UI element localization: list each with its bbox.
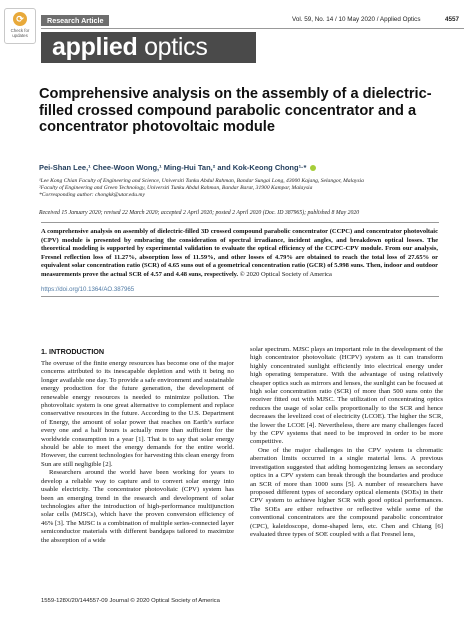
section-heading: 1. INTRODUCTION [41, 347, 105, 356]
author-list [39, 163, 459, 172]
page-number: 4557 [445, 16, 460, 23]
paragraph: solar spectrum. MJSC plays an important role in the development of the high concentrator photovoltaic (HCPV) system as it can transform highly concentrated sunlight efficiently into electrical energy under high operating temperature. With the advantage of using relatively cheaper optics such as mirrors and lenses, the sunlight can be focused at high solar concentration ratio (SCR) of more than 500 suns onto the receiver fitted out with MJSC. The utilization of concentrating optics reduces the usage of solar cells proportionally to the SCR and hence decreases the levelized cost of electricity (LCOE). The higher the SCR, the lower the LCOE [4]. Nevertheless, there are many challenges faced by the CPV systems that need to be improved in order to be more competitive. [250, 346, 443, 446]
article-title: Comprehensive analysis on the assembly of a dielectric-filled crossed compound parabolic concentrator and a concentrator photovoltaic module [39, 86, 432, 135]
update-icon: ⟳ [13, 12, 27, 26]
affiliation-2: ²Faculty of Engineering and Green Technology, Universiti Tunku Abdul Rahman, Bandar Barat, 31900 Kampar, Malaysia [39, 185, 313, 191]
paragraph: Researchers around the world have been working for years to develop a reliable way to capture and to convert solar energy into usable electricity. The concentrator photovoltaic (CPV) system has been an emerging trend in the research and development of solar technologies after the introduction of high-performance multijunction solar cells (MJSCs), which have the proven conversion efficiency of 46% [3]. The MJSC is a combination of multiple series-connected layer semiconductor materials with different bandgaps tailored to maximize the absorption of a wide [41, 469, 234, 544]
orcid-icon[interactable] [310, 165, 316, 171]
copyright: © 2020 Optical Society of America [239, 270, 332, 278]
journal-name-bold: applied [52, 33, 138, 61]
badge-line2: updates [12, 33, 28, 38]
affiliation-1: ¹Lee Kong Chian Faculty of Engineering and Science, Universiti Tunku Abdul Rahman, Bandar Sungai Long, 43000 Kajang, Selangor, Malaysia [39, 178, 364, 184]
issue-text: Vol. 59, No. 14 / 10 May 2020 / Applied Optics [292, 16, 421, 23]
doi-link[interactable]: https://doi.org/10.1364/AO.387965 [41, 286, 135, 293]
body-right-column [250, 346, 443, 539]
journal-logo [52, 33, 208, 62]
header-rule [41, 28, 464, 29]
abstract-text: A comprehensive analysis on assembly of dielectric-filled 3D crossed compound parabolic concentrator (CCPC) and concentrator photovoltaic (CPV) module is presented by embracing the consideration of spectral irradiance, incident angles, and breakdown optical losses. The theoretical modeling is supported by experimental validation to evaluate the optical efficiency of the CCPC-CPV module. From our analysis, Fresnel reflection loss of 11.27%, absorption loss of 11.59%, and other losses of 4.79% are obtained to reach the total loss of 27.65% or equivalent solar concentration ratio (SCR) of 4.65 suns out of a geometrical concentration ratio (GCR) of 5.998 suns. Then, indoor and outdoor measurements prove the actual SCR of 4.57 and 4.48 suns, respectively. [41, 228, 438, 278]
paragraph: The overuse of the finite energy resources has become one of the major concerns attributed to its inescapable depletion and with it being no longer available one day. To provide a safe environment and sustainable energy production for the future generation, the development of renewable energy resources is needed to minimize pollution. The photovoltaic system is one great alternative to complement and replace conservative resources in the future. According to the U.S. Department of Energy, the amount of solar power that reaches on Earth’s surface every one and a half hours is actually more than sufficient for the worldwide consumption in a year [1]. That is to say that solar energy should be able to meet the energy demands for the entire world. However, the current technologies for harvesting this clean energy from Sun are still negligible [2]. [41, 360, 234, 468]
authors-text: Pei-Shan Lee,¹ Chee-Woon Wong,¹ Ming-Hui Tan,² and Kok-Keong Chong¹·* [39, 163, 307, 172]
corresponding-author[interactable]: *Corresponding author: chongkk@utar.edu.my [39, 192, 145, 198]
article-type-tag: Research Article [41, 15, 109, 26]
abstract-bottom-rule [41, 296, 439, 297]
publication-dates: Received 15 January 2020; revised 22 March 2020; accepted 2 April 2020; posted 2 April 2020 (Doc. ID 387965); published 8 May 2020 [39, 210, 360, 216]
abstract [41, 228, 438, 279]
footer-citation: 1559-128X/20/144557-09 Journal © 2020 Optical Society of America [41, 598, 220, 604]
issue-info [292, 16, 420, 23]
body-left-column [41, 360, 234, 545]
badge-line1: Check for [10, 28, 30, 33]
paragraph: One of the major challenges in the CPV system is chromatic aberration limits occurred in a single material lens. A previous investigation suggested that adding homogenizing lenses as secondary optics in a CPV system can break through the boundaries and produce an SCR of more than 1000 suns [5]. A number of researchers have proposed different types of secondary optical elements (SOEs) in their CPV system to achieve higher SCR with good optical performances. The SOEs are either refractive or reflective while some of the conventional concentrators are the compound parabolic concentrator (CPC), kaleidoscope, dome-shaped lens, etc. Chen and Chiang [6] evaluated three types of SOE coupled with a flat Fresnel lens, [250, 446, 443, 538]
check-for-updates-badge[interactable] [4, 8, 36, 44]
journal-name-light: optics [137, 33, 208, 61]
abstract-top-rule [41, 222, 439, 223]
